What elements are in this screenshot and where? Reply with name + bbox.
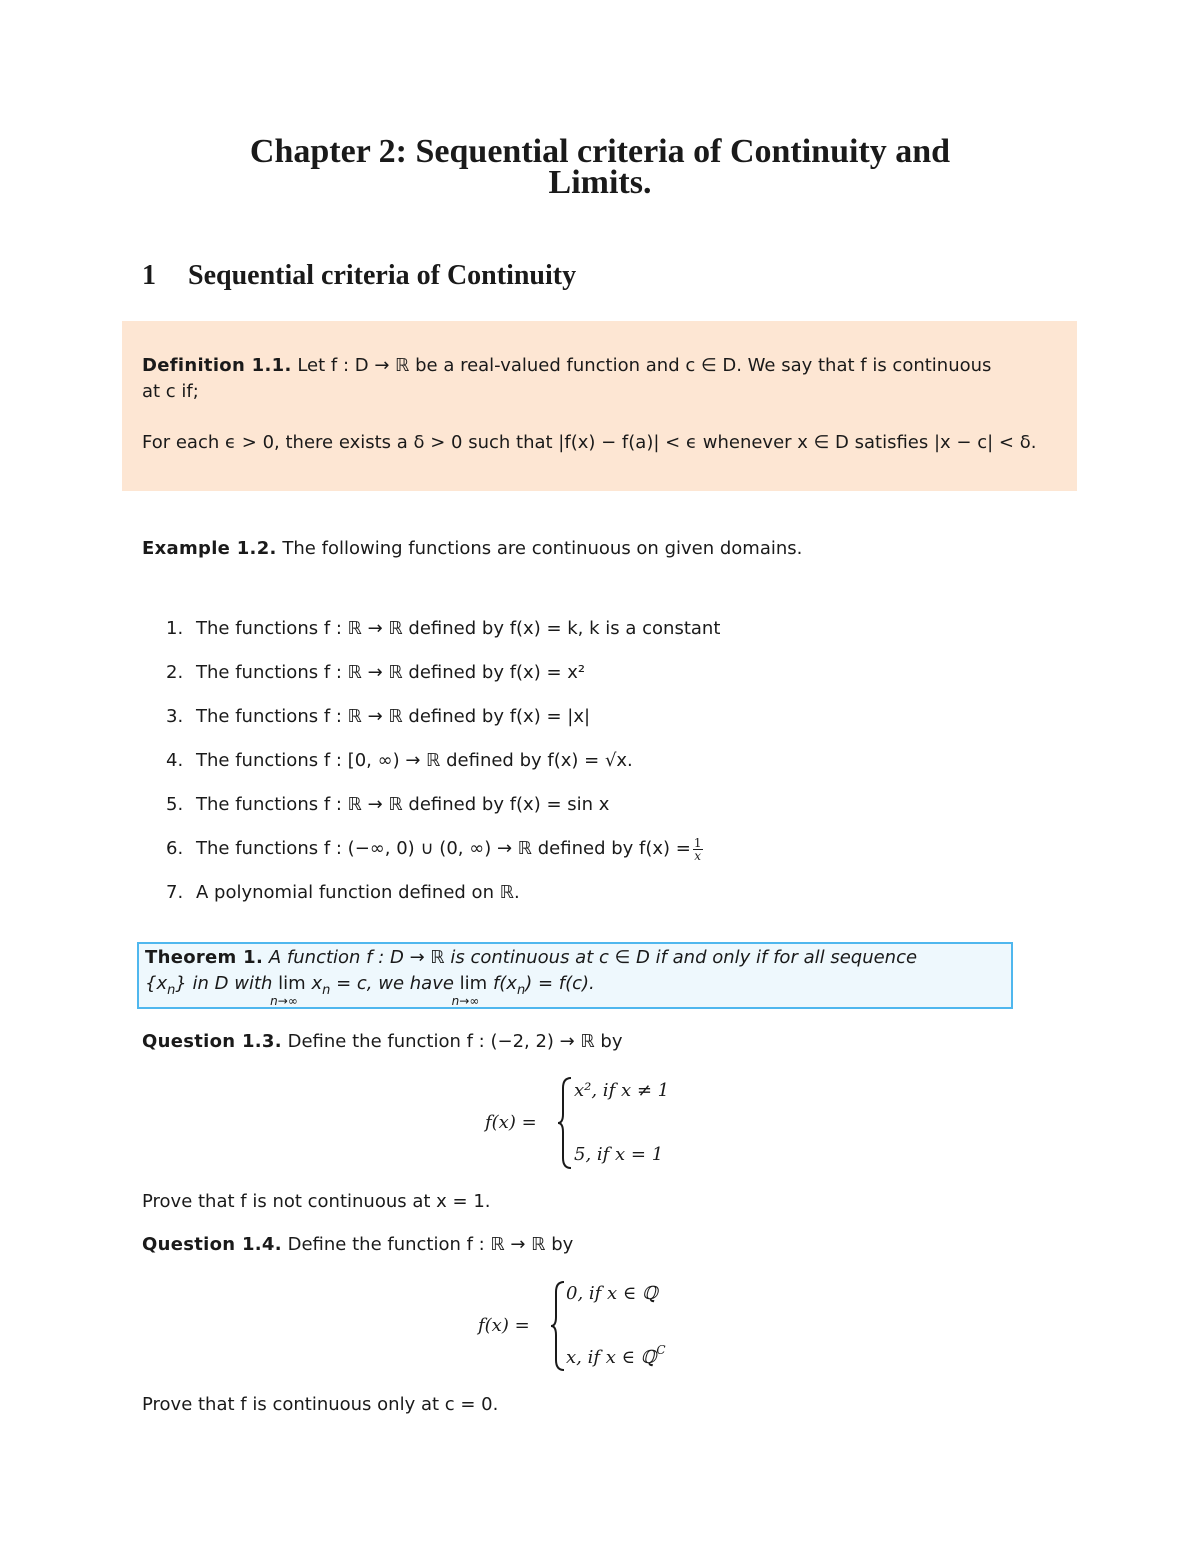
prove-statement: Prove that f is not continuous at x = 1. [142,1191,491,1212]
list-number: 6. [166,838,184,859]
list-item-text: A polynomial function defined on ℝ. [196,882,520,903]
list-number: 2. [166,662,184,683]
list-number: 5. [166,794,184,815]
list-number: 1. [166,618,184,639]
theorem-text: A function f : D → ℝ is continuous at c ∈ D if and only if for all sequence [268,947,918,968]
chapter-title [140,133,1060,201]
list-item-text: The functions f : (−∞, 0) ∪ (0, ∞) → ℝ defined by f(x) = [196,838,691,859]
list-item-text: The functions f : ℝ → ℝ defined by f(x) = x² [196,662,586,683]
left-brace [550,1280,566,1372]
section-heading [142,260,576,292]
question-1-3 [142,1029,623,1055]
section-title: Sequential criteria of Continuity [188,260,577,291]
subscript: n [322,983,331,998]
theorem-line2 [145,971,1009,1008]
piecewise-lhs: f(x) = [485,1112,537,1133]
definition-text-cont: at c if; [142,381,199,402]
question-label: Question 1.3. [142,1031,282,1052]
theorem-text: = c, we have [336,973,454,994]
lim-subscript: n→∞ [451,994,480,1008]
list-item [166,651,720,695]
piecewise-case-2 [566,1343,666,1368]
lim-text: lim [278,973,306,994]
list-item-text: The functions f : ℝ → ℝ defined by f(x) = sin x [196,794,610,815]
list-item [166,607,720,651]
superscript: C [656,1343,666,1357]
piecewise-lhs: f(x) = [478,1315,530,1336]
question-1-4 [142,1232,573,1258]
lim-subscript: n→∞ [270,994,298,1008]
limit-operator [451,971,488,1008]
subscript: n [516,983,526,998]
section-number: 1 [142,260,156,291]
definition-box [122,321,1077,491]
example-list [166,607,720,915]
list-item [166,739,720,783]
list-item [166,871,720,915]
definition-text: Let f : D → ℝ be a real-valued function and c ∈ D. We say that f is continuous [297,355,992,376]
fraction-numerator: 1 [693,835,702,850]
theorem-line1 [145,945,1009,971]
list-number: 3. [166,706,184,727]
piecewise-case-2-text: x, if x ∈ ℚ [566,1347,657,1368]
chapter-title-line2: Limits. [548,164,652,201]
fraction-denominator: x [694,848,702,863]
list-item-text: The functions f : ℝ → ℝ defined by f(x) = |x| [196,706,591,727]
piecewise-case-1: 0, if x ∈ ℚ [566,1283,658,1304]
list-item-text: The functions f : ℝ → ℝ defined by f(x) = k, k is a constant [196,618,721,639]
theorem-text: } in D with [175,973,273,994]
list-item-text: The functions f : [0, ∞) → ℝ defined by f(x) = √x. [196,750,633,771]
piecewise-case-2: 5, if x = 1 [574,1144,664,1165]
fraction [693,837,703,862]
chapter-title-line1: Chapter 2: Sequential criteria of Continuity and [249,133,951,170]
definition-label: Definition 1.1. [142,355,292,376]
list-item [166,783,720,827]
theorem-text: x [311,973,323,994]
theorem-text: ) = f(c). [525,973,595,994]
subscript: n [167,983,176,998]
left-brace [557,1076,573,1170]
definition-paragraph [142,353,1060,405]
question-label: Question 1.4. [142,1234,282,1255]
list-item [166,695,720,739]
question-text: Define the function f : ℝ → ℝ by [287,1234,574,1255]
theorem-text: f(x [492,973,517,994]
prove-statement: Prove that f is continuous only at c = 0. [142,1394,499,1415]
list-number: 7. [166,882,184,903]
definition-condition: For each ϵ > 0, there exists a δ > 0 such that |f(x) − f(a)| < ϵ whenever x ∈ D satisfies |x − c| < δ. [142,432,1037,453]
piecewise-case-1: x², if x ≠ 1 [574,1080,670,1101]
example-heading [142,536,802,562]
list-number: 4. [166,750,184,771]
list-item [166,827,720,871]
limit-operator [270,971,306,1008]
example-label: Example 1.2. [142,538,277,559]
sequence-symbol: {x [145,973,168,994]
lim-text: lim [459,973,488,994]
example-text: The following functions are continuous on given domains. [282,538,803,559]
theorem-box [137,942,1013,1009]
question-text: Define the function f : (−2, 2) → ℝ by [287,1031,623,1052]
theorem-label: Theorem 1. [145,947,264,968]
